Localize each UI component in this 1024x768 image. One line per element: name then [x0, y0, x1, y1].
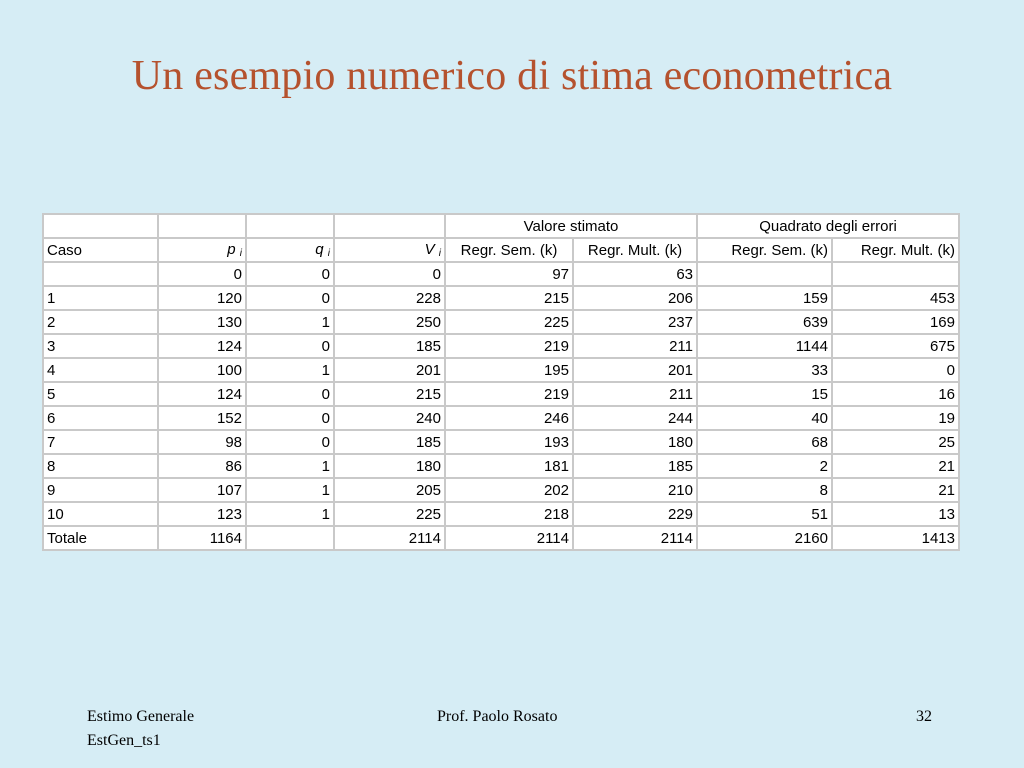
footer-author: Prof. Paolo Rosato [437, 708, 558, 725]
header-vs-regr-mult: Regr. Mult. (k) [573, 238, 697, 262]
cell-caso: 10 [43, 502, 158, 526]
footer-course: Estimo Generale [87, 708, 195, 725]
table-body [43, 214, 959, 550]
cell-vs-mult: 237 [573, 310, 697, 334]
table-row [43, 406, 959, 430]
cell-p: 0 [158, 262, 246, 286]
header-v [334, 238, 445, 262]
cell-qe-mult: 1413 [832, 526, 959, 550]
cell-qe-mult: 19 [832, 406, 959, 430]
footer-page-number: 32 [916, 708, 932, 725]
header-p-symbol: p [227, 241, 236, 258]
cell-q: 1 [246, 478, 334, 502]
cell-qe-sem: 51 [697, 502, 832, 526]
cell-caso: 3 [43, 334, 158, 358]
cell-qe-mult: 453 [832, 286, 959, 310]
cell-vs-mult: 211 [573, 382, 697, 406]
cell-vs-mult: 63 [573, 262, 697, 286]
header-q-subscript: i [327, 248, 330, 259]
cell-v: 185 [334, 334, 445, 358]
cell-v: 180 [334, 454, 445, 478]
table-row [43, 334, 959, 358]
cell-qe-sem: 2160 [697, 526, 832, 550]
cell-v: 201 [334, 358, 445, 382]
header-caso: Caso [43, 238, 158, 262]
cell-vs-mult: 244 [573, 406, 697, 430]
cell-caso: 9 [43, 478, 158, 502]
cell-qe-mult: 16 [832, 382, 959, 406]
cell-caso: 5 [43, 382, 158, 406]
cell-q: 1 [246, 454, 334, 478]
cell-vs-sem: 219 [445, 382, 573, 406]
cell-q [246, 526, 334, 550]
cell-caso: 8 [43, 454, 158, 478]
table-row [43, 502, 959, 526]
cell-qe-sem: 33 [697, 358, 832, 382]
cell-qe-sem: 68 [697, 430, 832, 454]
header-v-symbol: V [424, 241, 435, 258]
table-row [43, 430, 959, 454]
cell-p: 124 [158, 334, 246, 358]
cell-vs-sem: 219 [445, 334, 573, 358]
cell-caso: 6 [43, 406, 158, 430]
cell-vs-mult: 211 [573, 334, 697, 358]
cell-caso [43, 262, 158, 286]
cell-qe-mult: 169 [832, 310, 959, 334]
header-v-subscript: i [438, 248, 441, 259]
cell-caso: 7 [43, 430, 158, 454]
cell-vs-sem: 218 [445, 502, 573, 526]
cell-q: 1 [246, 502, 334, 526]
data-table [42, 213, 960, 551]
header-q-symbol: q [315, 241, 324, 258]
header-qe-regr-mult: Regr. Mult. (k) [832, 238, 959, 262]
cell-vs-sem: 2114 [445, 526, 573, 550]
header-q [246, 238, 334, 262]
cell-q: 0 [246, 406, 334, 430]
cell-v: 225 [334, 502, 445, 526]
cell-caso: 4 [43, 358, 158, 382]
cell-q: 0 [246, 334, 334, 358]
header-qe-regr-sem: Regr. Sem. (k) [697, 238, 832, 262]
cell-p: 100 [158, 358, 246, 382]
slide-title: Un esempio numerico di stima econometrica [131, 53, 893, 99]
cell-vs-mult: 229 [573, 502, 697, 526]
table-row [43, 478, 959, 502]
cell-qe-mult: 13 [832, 502, 959, 526]
header-cell-empty [43, 214, 158, 238]
cell-v: 228 [334, 286, 445, 310]
cell-v: 2114 [334, 526, 445, 550]
cell-v: 0 [334, 262, 445, 286]
cell-p: 120 [158, 286, 246, 310]
cell-vs-sem: 246 [445, 406, 573, 430]
cell-q: 1 [246, 358, 334, 382]
cell-qe-mult: 675 [832, 334, 959, 358]
cell-qe-sem [697, 262, 832, 286]
cell-v: 250 [334, 310, 445, 334]
table-row [43, 262, 959, 286]
cell-caso: Totale [43, 526, 158, 550]
footer-file-id: EstGen_ts1 [87, 732, 161, 749]
header-vs-regr-sem: Regr. Sem. (k) [445, 238, 573, 262]
column-header-row [43, 238, 959, 262]
cell-qe-sem: 15 [697, 382, 832, 406]
cell-p: 152 [158, 406, 246, 430]
header-cell-empty [246, 214, 334, 238]
cell-qe-sem: 2 [697, 454, 832, 478]
cell-vs-sem: 195 [445, 358, 573, 382]
table-row [43, 358, 959, 382]
cell-vs-mult: 180 [573, 430, 697, 454]
cell-q: 0 [246, 430, 334, 454]
cell-qe-sem: 159 [697, 286, 832, 310]
cell-v: 185 [334, 430, 445, 454]
cell-v: 215 [334, 382, 445, 406]
cell-qe-sem: 8 [697, 478, 832, 502]
table-row [43, 382, 959, 406]
cell-qe-sem: 1144 [697, 334, 832, 358]
cell-p: 130 [158, 310, 246, 334]
cell-caso: 1 [43, 286, 158, 310]
cell-vs-sem: 225 [445, 310, 573, 334]
cell-p: 123 [158, 502, 246, 526]
cell-qe-mult: 21 [832, 478, 959, 502]
group-header-row [43, 214, 959, 238]
cell-vs-mult: 185 [573, 454, 697, 478]
table-row [43, 310, 959, 334]
cell-caso: 2 [43, 310, 158, 334]
cell-vs-mult: 2114 [573, 526, 697, 550]
group-header-valore-stimato: Valore stimato [445, 214, 697, 238]
cell-p: 98 [158, 430, 246, 454]
cell-vs-sem: 193 [445, 430, 573, 454]
cell-q: 0 [246, 286, 334, 310]
cell-vs-mult: 206 [573, 286, 697, 310]
cell-vs-mult: 210 [573, 478, 697, 502]
header-cell-empty [158, 214, 246, 238]
cell-qe-sem: 639 [697, 310, 832, 334]
cell-vs-sem: 202 [445, 478, 573, 502]
cell-q: 0 [246, 382, 334, 406]
cell-vs-mult: 201 [573, 358, 697, 382]
cell-q: 0 [246, 262, 334, 286]
cell-v: 240 [334, 406, 445, 430]
cell-vs-sem: 215 [445, 286, 573, 310]
cell-q: 1 [246, 310, 334, 334]
cell-p: 107 [158, 478, 246, 502]
cell-vs-sem: 181 [445, 454, 573, 478]
cell-qe-mult: 0 [832, 358, 959, 382]
cell-p: 1164 [158, 526, 246, 550]
cell-p: 124 [158, 382, 246, 406]
cell-vs-sem: 97 [445, 262, 573, 286]
header-cell-empty [334, 214, 445, 238]
cell-qe-sem: 40 [697, 406, 832, 430]
cell-p: 86 [158, 454, 246, 478]
table-row [43, 286, 959, 310]
group-header-quadrato-errori: Quadrato degli errori [697, 214, 959, 238]
header-p-subscript: i [239, 248, 242, 259]
table-row [43, 454, 959, 478]
table-row [43, 526, 959, 550]
cell-qe-mult: 21 [832, 454, 959, 478]
cell-v: 205 [334, 478, 445, 502]
header-p [158, 238, 246, 262]
cell-qe-mult: 25 [832, 430, 959, 454]
cell-qe-mult [832, 262, 959, 286]
